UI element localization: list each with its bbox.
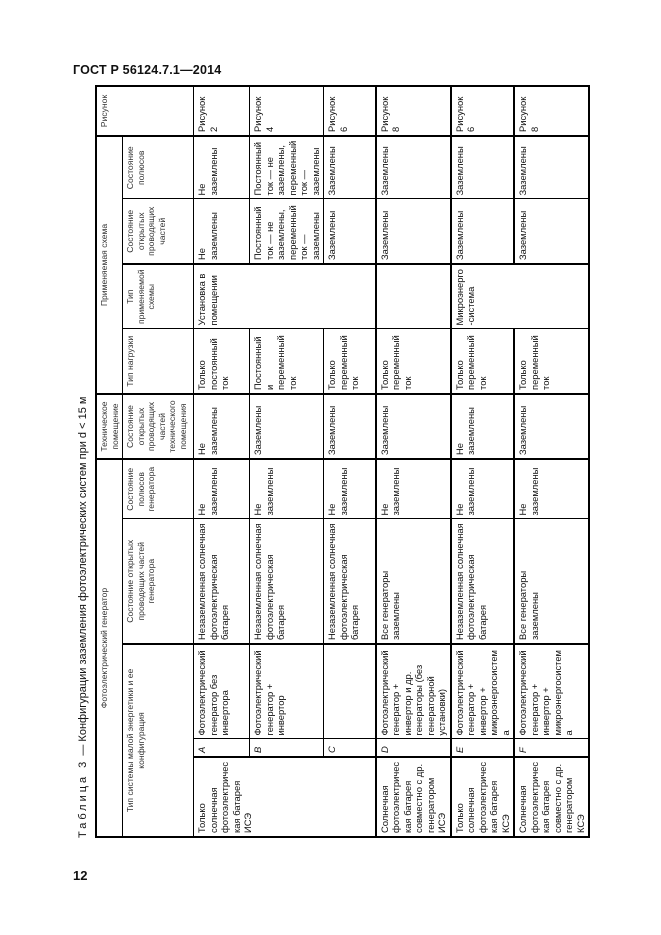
gen-exposed-parts-cell: Незаземленная солнечная фотоэлектрическая батарея xyxy=(194,519,250,644)
poles-cell: Заземлены xyxy=(376,136,451,199)
config-letter: D xyxy=(376,739,451,757)
config-cell: Фотоэлектрический генератор + инвертор + микроэнергосистема xyxy=(451,644,515,739)
figure-cell: Рисунок 6 xyxy=(451,86,515,136)
exposed-parts-cell: Заземлены xyxy=(376,199,451,264)
config-letter: A xyxy=(194,739,250,757)
gen-poles-cell: Не заземлены xyxy=(376,459,451,519)
column-header-system-type: Тип системы малой энергетики и ее конфигурация xyxy=(123,644,194,837)
rotated-table-region xyxy=(72,87,595,838)
table-row xyxy=(451,86,515,837)
gen-exposed-parts-cell: Все генераторы заземлены xyxy=(376,519,451,644)
exposed-parts-cell: Заземлены xyxy=(324,199,376,264)
room-exposed-parts-cell: Заземлены xyxy=(324,394,376,459)
column-header-room-exposed-parts: Состояние открытых проводящих частей технического помещения xyxy=(123,394,194,459)
table-row xyxy=(324,86,376,837)
gen-exposed-parts-cell: Незаземленная солнечная фотоэлектрическая батарея xyxy=(324,519,376,644)
gen-poles-cell: Не заземлены xyxy=(324,459,376,519)
poles-cell: Заземлены xyxy=(324,136,376,199)
gen-exposed-parts-cell: Все генераторы заземлены xyxy=(514,519,589,644)
load-type-cell: Только переменный ток xyxy=(451,329,515,394)
group-header-applied-scheme: Применяемая схема xyxy=(96,136,123,394)
table-caption xyxy=(72,87,94,838)
document-id: ГОСТ Р 56124.7.1—2014 xyxy=(73,63,222,77)
gen-poles-cell: Не заземлены xyxy=(250,459,324,519)
config-cell xyxy=(324,644,376,739)
scheme-type-cell: Установка в помещении xyxy=(194,264,376,329)
column-header-scheme-type: Тип применяемой схемы xyxy=(123,264,194,329)
figure-cell: Рисунок 4 xyxy=(250,86,324,136)
poles-cell: Не заземлены xyxy=(194,136,250,199)
group-header-tech-room: Техническое помещение xyxy=(96,394,123,459)
table-row xyxy=(514,86,589,837)
figure-cell: Рисунок 8 xyxy=(376,86,451,136)
table-row xyxy=(376,86,451,837)
config-cell: Фотоэлектрический генератор + инвертор xyxy=(250,644,324,739)
gen-poles-cell: Не заземлены xyxy=(451,459,515,519)
config-letter: C xyxy=(324,739,376,757)
column-header-figure: Рисунок xyxy=(96,86,194,136)
config-letter: B xyxy=(250,739,324,757)
room-exposed-parts-cell: Заземлены xyxy=(250,394,324,459)
config-letter: F xyxy=(514,739,589,757)
figure-cell: Рисунок 8 xyxy=(514,86,589,136)
grounding-configurations-table xyxy=(95,85,590,838)
column-header-exposed-parts: Состояние открытых проводящих частей xyxy=(123,199,194,264)
system-type-cell: Солнечная фотоэлектрическая батарея совместно с др. генератором ИСЭ xyxy=(376,757,451,837)
exposed-parts-cell: Не заземлены xyxy=(194,199,250,264)
room-exposed-parts-cell: Заземлены xyxy=(376,394,451,459)
gen-exposed-parts-cell: Незаземленная солнечная фотоэлектрическая батарея xyxy=(451,519,515,644)
exposed-parts-cell: Заземлены xyxy=(451,199,515,264)
exposed-parts-cell: Заземлены xyxy=(514,199,589,264)
load-type-cell: Только постоянный ток xyxy=(194,329,250,394)
config-letter: E xyxy=(451,739,515,757)
gen-poles-cell: Не заземлены xyxy=(194,459,250,519)
load-type-cell: Только переменный ток xyxy=(514,329,589,394)
scheme-type-cell xyxy=(376,264,451,329)
caption-prefix: Таблица 3 xyxy=(77,758,89,838)
group-header-pv-generator: Фотоэлектрический генератор xyxy=(96,459,123,837)
room-exposed-parts-cell: Не заземлены xyxy=(194,394,250,459)
load-type-cell: Только переменный ток xyxy=(324,329,376,394)
figure-cell: Рисунок 2 xyxy=(194,86,250,136)
system-type-cell: Только солнечная фотоэлектрическая батарея ИСЭ xyxy=(194,757,376,837)
poles-cell: Постоянный ток — не заземлены, переменный ток — заземлены xyxy=(250,136,324,199)
gen-poles-cell: Не заземлены xyxy=(514,459,589,519)
poles-cell: Заземлены xyxy=(451,136,515,199)
room-exposed-parts-cell: Не заземлены xyxy=(451,394,515,459)
config-cell: Фотоэлектрический генератор + инвертор + микроэнергосистема xyxy=(514,644,589,739)
table-row xyxy=(194,86,250,837)
table-row xyxy=(250,86,324,837)
page-number: 12 xyxy=(73,868,88,883)
column-header-load-type: Тип нагрузки xyxy=(123,329,194,394)
config-cell: Фотоэлектрический генератор + инвертор и др. генераторы (без генераторной установки) xyxy=(376,644,451,739)
config-cell: Фотоэлектрический генератор без инвертора xyxy=(194,644,250,739)
gen-exposed-parts-cell: Незаземленная солнечная фотоэлектрическая батарея xyxy=(250,519,324,644)
system-type-cell: Солнечная фотоэлектрическая батарея совместно с др. генератором КСЭ xyxy=(514,757,589,837)
column-header-poles: Состояние полюсов xyxy=(123,136,194,199)
figure-cell: Рисунок 6 xyxy=(324,86,376,136)
column-header-gen-exposed-parts: Состояние открытых проводящих частей генератора xyxy=(123,519,194,644)
caption-text: — Конфигурации заземления фотоэлектрических систем при d < 15 м xyxy=(77,396,89,759)
system-type-cell: Только солнечная фотоэлектрическая батарея КСЭ xyxy=(451,757,515,837)
load-type-cell: Постоянный и переменный ток xyxy=(250,329,324,394)
column-header-gen-poles: Состояние полюсов генератора xyxy=(123,459,194,519)
poles-cell: Заземлены xyxy=(514,136,589,199)
load-type-cell: Только переменный ток xyxy=(376,329,451,394)
scheme-type-cell: Микроэнерго-система xyxy=(451,264,590,329)
exposed-parts-cell: Постоянный ток — не заземлены, переменный ток — заземлены xyxy=(250,199,324,264)
room-exposed-parts-cell: Заземлены xyxy=(514,394,589,459)
